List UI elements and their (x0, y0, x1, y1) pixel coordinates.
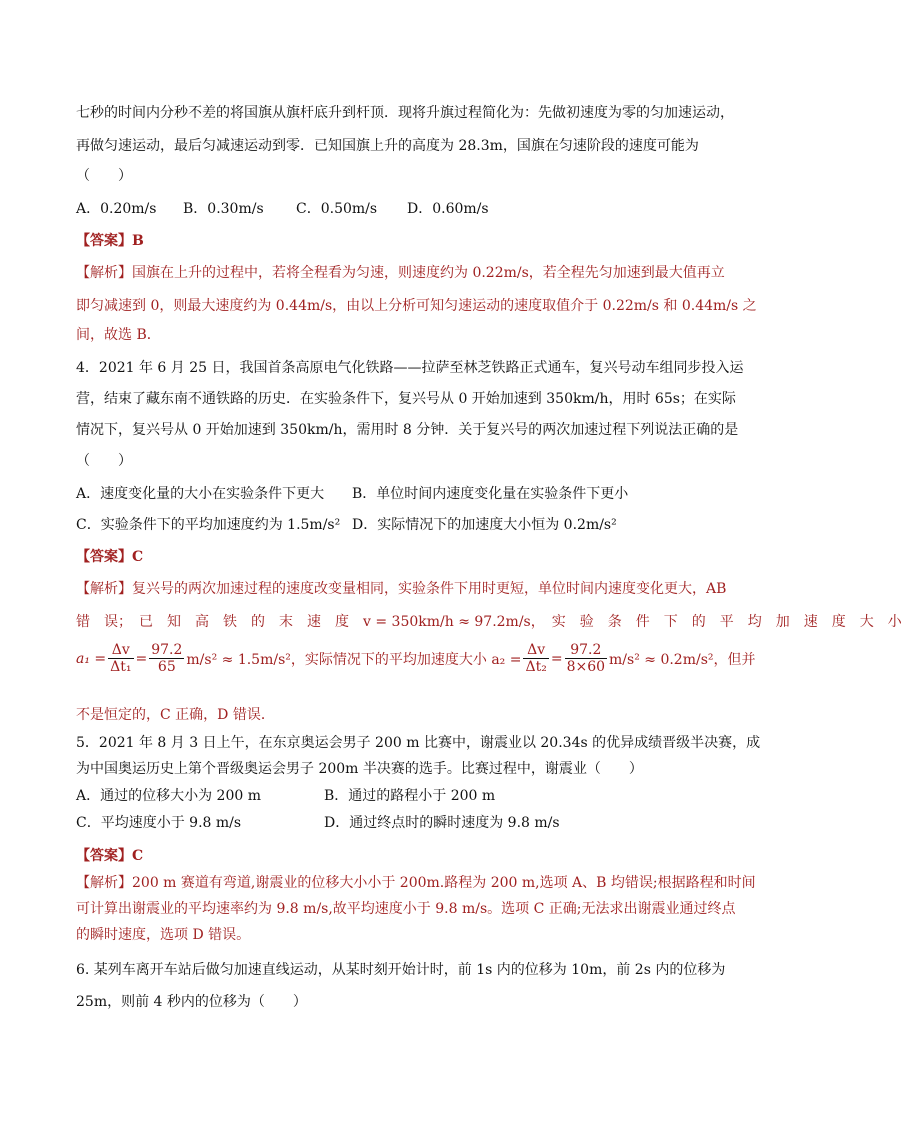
analysis-text: 【解析】200 m 赛道有弯道,谢震业的位移大小小于 200m.路程为 200 m,选项 A、B 均错误;根据路程和时间 (76, 875, 756, 891)
analysis-text: 不是恒定的，C 正确，D 错误． (76, 707, 275, 723)
option-d: D．0.60m/s (407, 201, 489, 217)
formula-a1: a₁ = (76, 650, 107, 667)
question-text: 6. 某列车离开车站后做匀加速直线运动，从某时刻开始计时，前 1s 内的位移为 10m，前 2s 内的位移为 (76, 962, 726, 978)
formula-equals: = (550, 650, 563, 667)
answer-label: 【答案】C (76, 549, 144, 565)
analysis-text: 可计算出谢震业的平均速率约为 9.8 m/s,故平均速度小于 9.8 m/s。选项 C 正确;无法求出谢震业通过终点 (76, 901, 736, 917)
formula-result-2: m/s² ≈ 0.2m/s²， (609, 651, 728, 668)
analysis-text: 的瞬时速度，选项 D 错误。 (76, 927, 251, 943)
fraction-numerator: 97.2 (151, 642, 183, 658)
fraction-denominator: 65 (157, 659, 176, 675)
question-text: 七秒的时间内分秒不差的将国旗从旗杆底升到杆顶．现将升旗过程简化为：先做初速度为零的匀加速运动， (76, 105, 734, 121)
question-text: 25m，则前 4 秒内的位移为（ ） (76, 994, 307, 1010)
question-text: 情况下，复兴号从 0 开始加速到 350km/h，需用时 8 分钟．关于复兴号的两次加速过程下列说法正确的是 (76, 422, 739, 438)
analysis-text: 即匀减速到 0，则最大速度约为 0.44m/s，由以上分析可知匀速运动的速度取值介于 0.22m/s 和 0.44m/s 之 (76, 298, 757, 314)
option-b: B．0.30m/s (183, 201, 264, 217)
option-a: A．0.20m/s (76, 201, 157, 217)
answer-paren: （ ） (76, 453, 132, 469)
fraction-denominator: 8×60 (566, 659, 606, 675)
option-c: C．平均速度小于 9.8 m/s (76, 815, 242, 831)
answer-label: 【答案】B (76, 233, 144, 249)
analysis-text: 【解析】国旗在上升的过程中，若将全程看为匀速，则速度约为 0.22m/s，若全程先匀加速到最大值再立 (76, 265, 725, 281)
formula-middle-text: 实际情况下的平均加速度大小 a₂ = (304, 651, 522, 668)
option-a: A．速度变化量的大小在实验条件下更大 (76, 486, 325, 502)
fraction-dv-dt2 (523, 642, 548, 675)
answer-label: 【答案】C (76, 848, 144, 864)
question-text: 再做匀速运动，最后匀减速运动到零．已知国旗上升的高度为 28.3m，国旗在匀速阶段的速度可能为 (76, 138, 699, 154)
fraction-denominator: Δt₁ (110, 659, 132, 675)
answer-paren: （ ） (76, 168, 132, 184)
option-a: A．通过的位移大小为 200 m (76, 788, 262, 804)
analysis-text: 间，故选 B． (76, 327, 161, 343)
fraction-numerator: Δv (108, 642, 133, 659)
question-text: 营，结束了藏东南不通铁路的历史．在实验条件下，复兴号从 0 开始加速到 350km/h，用时 65s；在实际 (76, 391, 736, 407)
formula-tail: 但并 (727, 651, 756, 668)
fraction-numerator: 97.2 (565, 642, 607, 659)
question-text: 为中国奥运历史上第个晋级奥运会男子 200m 半决赛的选手。比赛过程中，谢震业（ ） (76, 761, 643, 777)
option-b: B．通过的路程小于 200 m (324, 788, 496, 804)
option-c: C．0.50m/s (296, 201, 378, 217)
question-text: 4．2021 年 6 月 25 日，我国首条高原电气化铁路——拉萨至林芝铁路正式通车，复兴号动车组同步投入运 (76, 360, 744, 376)
option-c: C．实验条件下的平均加速度约为 1.5m/s² (76, 517, 341, 533)
analysis-text: 【解析】复兴号的两次加速过程的速度改变量相同，实验条件下用时更短，单位时间内速度变化更大，AB (76, 581, 727, 597)
acceleration-formula (76, 642, 756, 675)
option-d: D．实际情况下的加速度大小恒为 0.2m/s² (352, 517, 617, 533)
analysis-text: 错 误； 已 知 高 铁 的 末 速 度 v = 350km/h ≈ 97.2m/s， 实 验 条 件 下 的 平 均 加 速 度 大 小 (76, 614, 902, 630)
option-b: B．单位时间内速度变化量在实验条件下更小 (352, 486, 629, 502)
fraction-denominator: Δt₂ (525, 659, 547, 675)
fraction-numerator: Δv (523, 642, 548, 659)
fraction-97-480 (565, 642, 607, 675)
fraction-97-65 (149, 642, 184, 675)
formula-result-1: m/s² ≈ 1.5m/s²， (186, 651, 305, 668)
formula-equals: = (135, 650, 148, 667)
option-d: D．通过终点时的瞬时速度为 9.8 m/s (324, 815, 560, 831)
fraction-dv-dt1 (108, 642, 133, 675)
question-text: 5．2021 年 8 月 3 日上午，在东京奥运会男子 200 m 比赛中，谢震业以 20.34s 的优异成绩晋级半决赛，成 (76, 735, 761, 751)
